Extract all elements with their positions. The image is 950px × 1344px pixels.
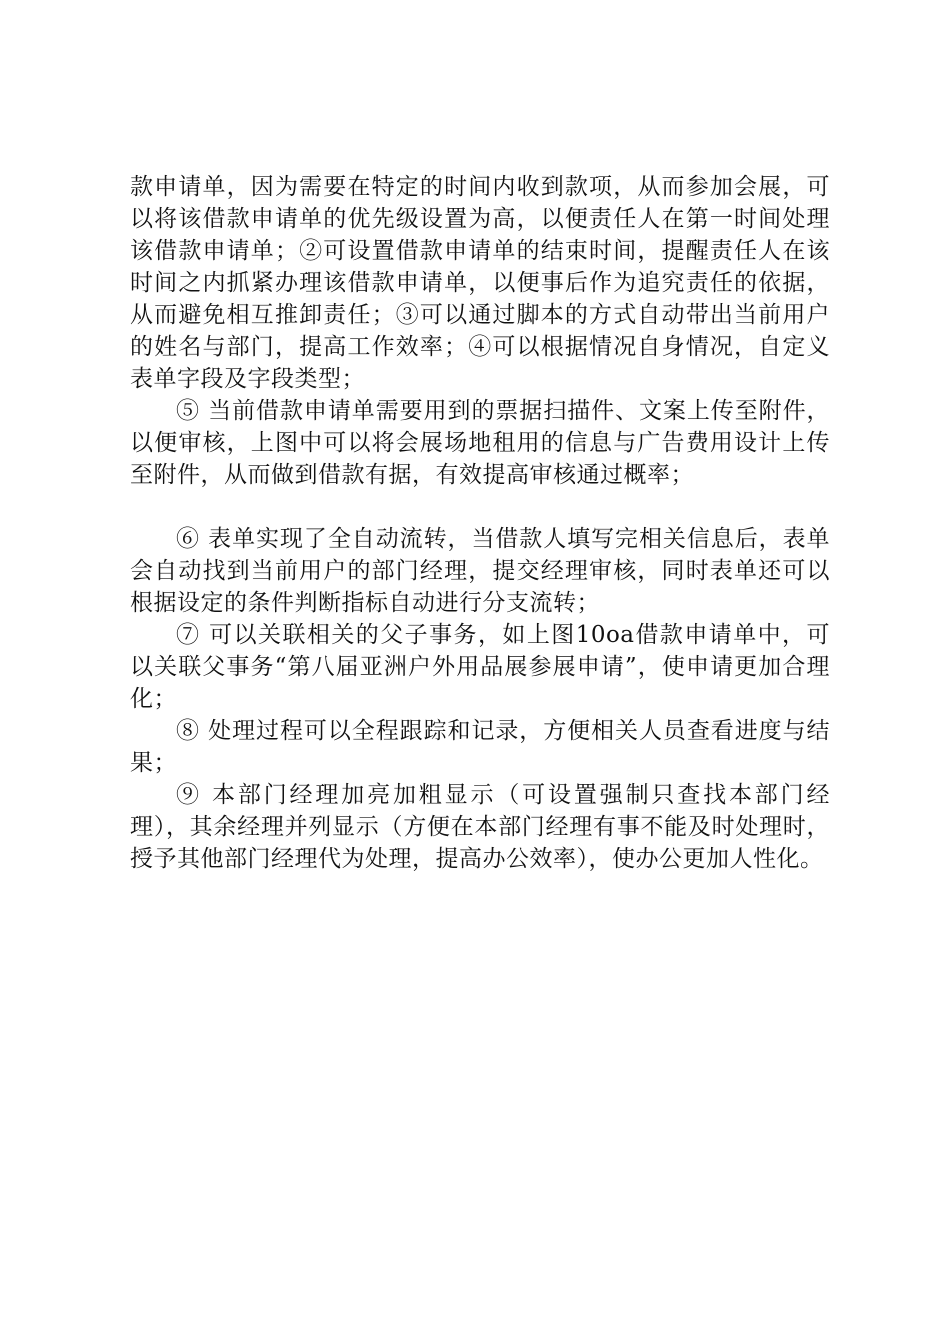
paragraph-item-6: ⑥ 表单实现了全自动流转，当借款人填写完相关信息后，表单会自动找到当前用户的部门经理，提交经理审核，同时表单还可以根据设定的条件判断指标自动进行分支流转； [130, 526, 830, 616]
paragraph-item-9: ⑨ 本部门经理加亮加粗显示（可设置强制只查找本部门经理），其余经理并列显示（方便在本部门经理有事不能及时处理时，授予其他部门经理代为处理，提高办公效率），使办公更加人性化。 [130, 782, 830, 872]
paragraph-item-5: ⑤ 当前借款申请单需要用到的票据扫描件、文案上传至附件，以便审核，上图中可以将会展场地租用的信息与广告费用设计上传至附件，从而做到借款有据，有效提高审核通过概率； [130, 398, 830, 488]
body-text [130, 171, 830, 875]
paragraph-item-7: ⑦ 可以关联相关的父子事务，如上图10oa借款申请单中，可以关联父事务“第八届亚洲户外用品展参展申请”，使申请更加合理化； [130, 622, 830, 712]
paragraph-item-8: ⑧ 处理过程可以全程跟踪和记录，方便相关人员查看进度与结果； [130, 718, 830, 776]
paragraph-continued: 款申请单，因为需要在特定的时间内收到款项，从而参加会展，可以将该借款申请单的优先级设置为高，以便责任人在第一时间处理该借款申请单；②可设置借款申请单的结束时间，提醒责任人在该时间之内抓紧办理该借款申请单，以便事后作为追究责任的依据，从而避免相互推卸责任；③可以通过脚本的方式自动带出当前用户的姓名与部门，提高工作效率；④可以根据情况自身情况，自定义表单字段及字段类型； [130, 174, 830, 392]
